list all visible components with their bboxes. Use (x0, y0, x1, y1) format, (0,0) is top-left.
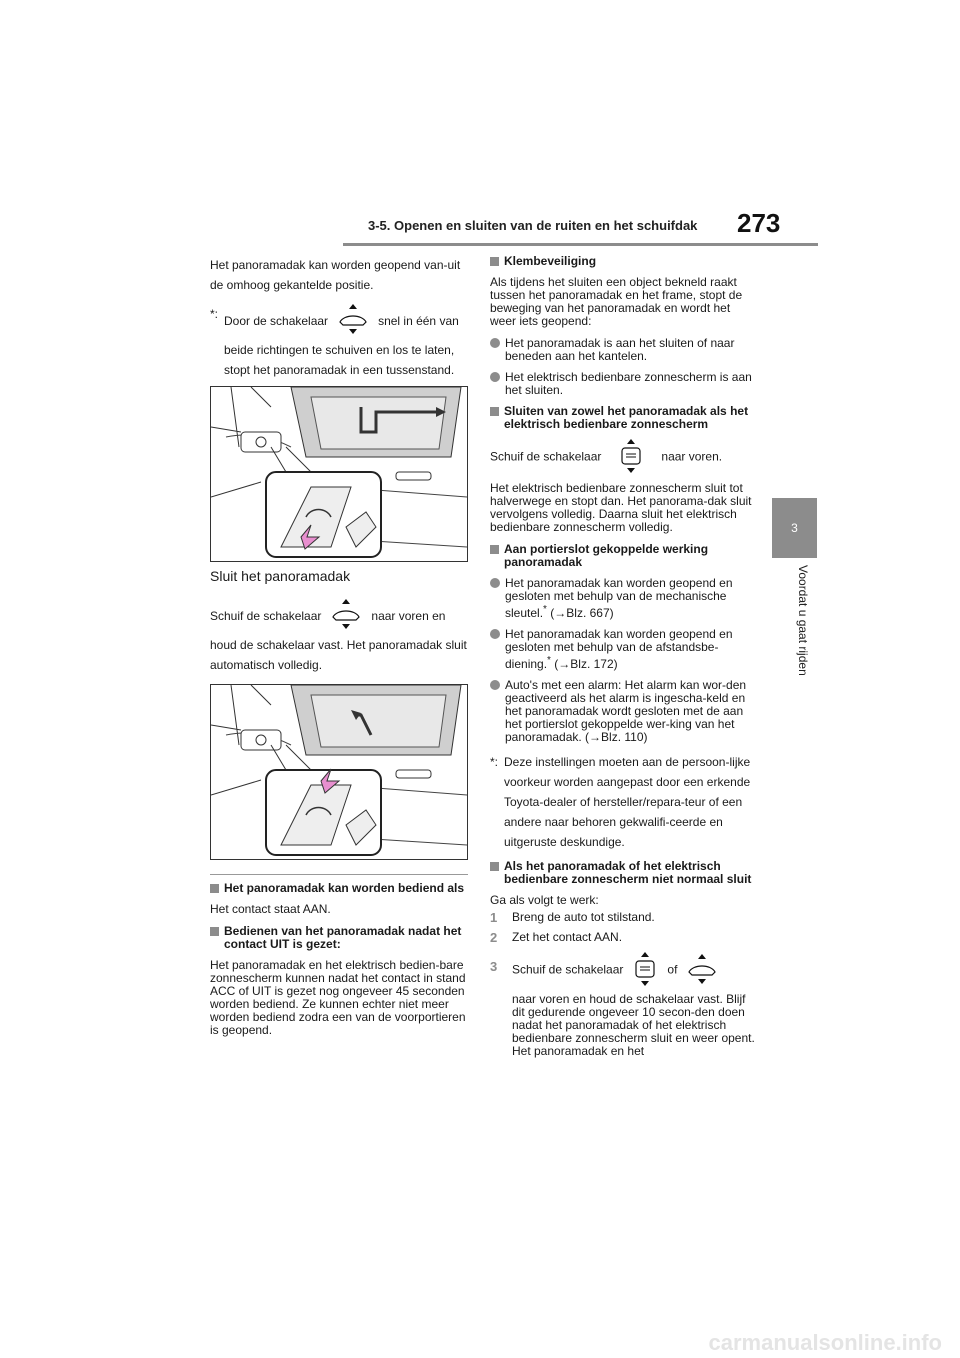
section-square-icon (490, 257, 499, 266)
bullet-text: Auto's met een alarm: Het alarm kan wor-den geactiveerd als het alarm is ingescha-keld en het panoramadak wordt gesloten met de aan het portierslot gekoppelde wer-king van het panoramadak. (→Blz. 110) (505, 678, 747, 744)
section-title: Als het panoramadak of het elektrisch bedienbare zonnescherm niet normaal sluit (504, 859, 752, 886)
step-number: 3 (490, 959, 498, 974)
step-number: 2 (490, 930, 498, 945)
sunshade-instruction (490, 439, 755, 476)
section-heading (490, 255, 755, 268)
figure1-caption: Sluit het panoramadak (210, 568, 351, 584)
bullet-dot-icon (490, 372, 500, 382)
bullet-text: Het panoramadak is aan het sluiten of naar beneden aan het kantelen. (505, 336, 735, 363)
section-title: Klembeveiliging (504, 254, 597, 268)
footnote-mark: *: (210, 307, 219, 321)
section-text: Ga als volgt te werk: (490, 893, 599, 907)
footnote-pre: Door de schakelaar (224, 314, 329, 329)
step3-rest: naar voren en houd de schakelaar vast. Blijf dit gedurende ongeveer 10 secon-den doen nadat het panoramadak of het elektrisch bedienbare zonnescherm sluit en weer opent. Het panoramadak en het (512, 992, 755, 1058)
sunshade-pre: Schuif de schakelaar (490, 449, 602, 464)
left-column (210, 255, 470, 1046)
watermark: carmanualsonline.info (708, 1330, 942, 1355)
figure-close-switch (210, 684, 468, 860)
footnote (210, 304, 470, 380)
step3-of: of (667, 962, 678, 977)
footnote-post: snel in één van (378, 314, 459, 329)
close-rest: houd de schakelaar vast. Het panoramadak sluit automatisch volledig. (210, 638, 467, 672)
section-square-icon (490, 407, 499, 416)
chapter-title: 3-5. Openen en sluiten van de ruiten en het schuifdak (368, 218, 698, 233)
roof-tilt-switch-icon (336, 304, 370, 340)
step-text: Zet het contact AAN. (512, 930, 623, 944)
section-heading (210, 882, 470, 895)
bullet-dot-icon (490, 578, 500, 588)
footnote-mark: *: (490, 755, 499, 769)
roof-tilt-switch-icon (329, 599, 363, 635)
section-square-icon (210, 927, 219, 936)
figure-open-switch (210, 386, 468, 562)
section-square-icon (490, 545, 499, 554)
page-ref: (→Blz. 172) (554, 657, 618, 671)
intro-text: Het panoramadak kan worden geopend van-uit de omhoog gekantelde positie. (210, 258, 461, 292)
section-text: Het panoramadak en het elektrisch bedien-bare zonnescherm kunnen nadat het contact in stand ACC of UIT is gezet nog ongeveer 45 seconden worden bediend. Ze kunnen echter niet meer worden bediend zodra een van de voorportieren is geopend. (210, 958, 466, 1037)
step-text (512, 952, 755, 1058)
step-text: Breng de auto tot stilstand. (512, 910, 655, 924)
section-square-icon (490, 862, 499, 871)
step3-pre: Schuif de schakelaar (512, 962, 624, 977)
section-text: Als tijdens het sluiten een object bekneld raakt tussen het panoramadak en het frame, stopt de beweging van het panoramadak en wordt het weer iets geopend: (490, 275, 743, 328)
footnote-star: * (547, 655, 551, 666)
chapter-tab: 3 (772, 498, 817, 558)
bullet-item (490, 577, 755, 620)
bullet-text (505, 577, 755, 620)
section-square-icon (210, 884, 219, 893)
section-heading (210, 925, 470, 951)
section-heading (490, 543, 755, 569)
bullet-item (490, 679, 755, 744)
section-text: Het elektrisch bedienbare zonnescherm sluit tot halverwege en stopt dan. Het panorama-dak sluit vervolgens volledig. Daarna sluit het elektrisch bedienbare zonnescherm volledig. (490, 481, 752, 534)
sunshade-switch-icon (633, 952, 657, 989)
step-number: 1 (490, 910, 498, 925)
page-ref: (→Blz. 667) (550, 606, 614, 620)
close-instruction (210, 599, 470, 675)
section-title: Sluiten van zowel het panoramadak als het elektrisch bedienbare zonnescherm (504, 404, 749, 431)
bullet-item (490, 371, 755, 397)
page-number: 273 (737, 208, 781, 238)
bullet-main: Het panoramadak kan worden geopend en gesloten met behulp van de mechanische sleutel. (505, 576, 733, 620)
bullet-dot-icon (490, 629, 500, 639)
step-item (490, 952, 755, 1058)
section-title: Het panoramadak kan worden bediend als (224, 881, 465, 895)
footnote (490, 752, 755, 852)
section-heading (490, 860, 755, 886)
bullet-item (490, 337, 755, 363)
close-pre: Schuif de schakelaar (210, 609, 322, 624)
close-post: naar voren en (371, 609, 446, 624)
footnote-star: * (543, 604, 547, 615)
chapter-tab-label: Voordat u gaat rijden (796, 565, 810, 676)
bullet-text: Het elektrisch bedienbare zonnescherm is aan het sluiten. (505, 370, 752, 397)
roof-tilt-switch-icon (685, 954, 719, 987)
footnote-body: Deze instellingen moeten aan de persoon-lijke voorkeur worden aangepast door een erkende Toyota-dealer of hersteller/repara-teur of een andere naar behoren gekwalifi-ceerde en uitgeruste deskundige. (504, 755, 751, 849)
bullet-main: Het panoramadak kan worden geopend en gesloten met behulp van de afstandsbe-diening. (505, 627, 733, 671)
section-title: Bedienen van het panoramadak nadat het contact UIT is gezet: (224, 924, 462, 951)
section-title: Aan portierslot gekoppelde werking panoramadak (504, 542, 709, 569)
section-divider (210, 874, 468, 875)
footnote-body (224, 304, 470, 380)
bullet-dot-icon (490, 338, 500, 348)
step-item (490, 911, 755, 924)
section-heading (490, 405, 755, 431)
footnote-rest: beide richtingen te schuiven en los te laten, stopt het panoramadak in een tussenstand. (224, 343, 455, 377)
sunshade-switch-icon (619, 439, 643, 476)
bullet-item (490, 628, 755, 671)
header-rule (343, 243, 818, 246)
sunshade-post: naar voren. (661, 449, 723, 464)
section-text: Het contact staat AAN. (210, 902, 331, 916)
bullet-dot-icon (490, 680, 500, 690)
step-item (490, 931, 755, 944)
bullet-text (505, 628, 755, 671)
right-column (490, 255, 755, 1065)
